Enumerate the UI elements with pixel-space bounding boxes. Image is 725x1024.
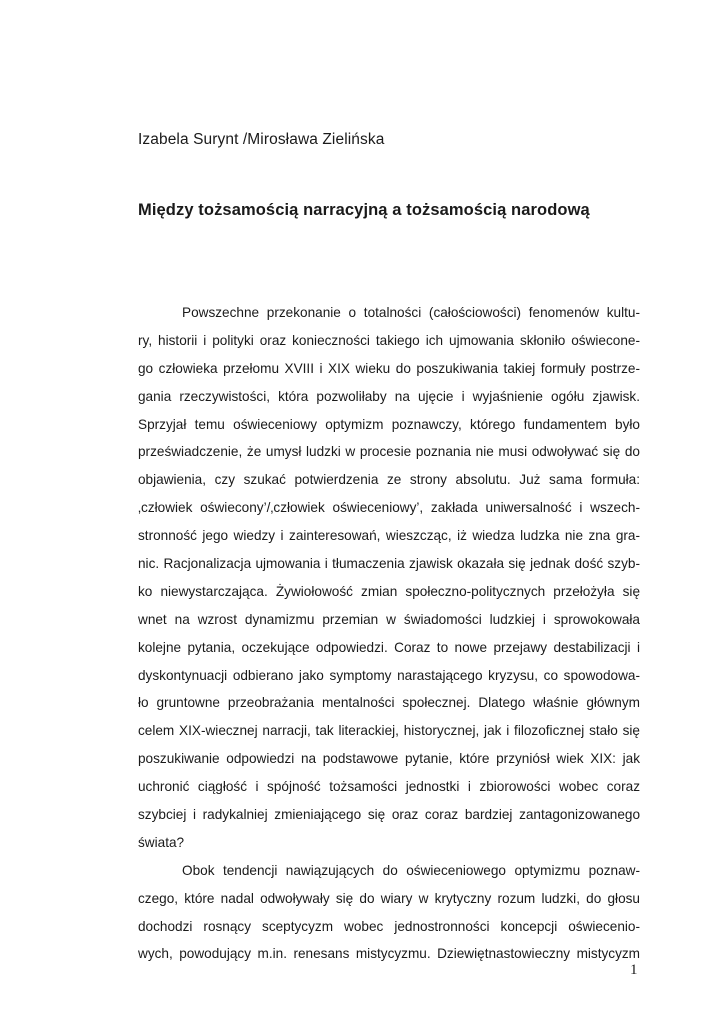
- text-line: uchronić ciągłość i spójność tożsamości jednostki i zbiorowości wobec coraz: [138, 779, 640, 795]
- text-line: gania rzeczywistości, która pozwoliłaby na ujęcie i wyjaśnienie ogółu zjawisk.: [138, 388, 640, 404]
- page-number: 1: [630, 962, 638, 978]
- document-title: Między tożsamością narracyjną a tożsamością narodową: [138, 201, 590, 219]
- paragraph-1: [138, 299, 640, 857]
- text-line: szybciej i radykalniej zmieniającego się oraz coraz bardziej zantagonizowanego: [138, 807, 640, 823]
- text-line: ‚człowiek oświecony’/‚człowiek oświeceniowy’, zakłada uniwersalność i wszech-: [138, 500, 640, 516]
- text-line: Sprzyjał temu oświeceniowy optymizm poznawczy, którego fundamentem było: [138, 416, 640, 432]
- text-line: dyskontynuacji odbierano jako symptomy narastającego kryzysu, co spowodowa-: [138, 667, 640, 683]
- text-line: poszukiwanie odpowiedzi na podstawowe pytanie, które przyniósł wiek XIX: jak: [138, 751, 640, 767]
- text-line: przeświadczenie, że umysł ludzki w procesie poznania nie musi odwoływać się do: [138, 444, 640, 460]
- paragraph-2: [138, 857, 640, 969]
- text-line: Powszechne przekonanie o totalności (całościowości) fenomenów kultu-: [182, 305, 640, 320]
- text-line: objawienia, czy szukać potwierdzenia ze strony absolutu. Już sama formuła:: [138, 472, 640, 488]
- text-line: wych, powodujący m.in. renesans mistycyzmu. Dziewiętnastowieczny mistycyzm: [138, 946, 640, 962]
- text-line: kolejne pytania, oczekujące odpowiedzi. Coraz to nowe przejawy destabilizacji i: [138, 639, 640, 655]
- text-line: ko niewystarczająca. Żywiołowość zmian społeczno-politycznych przełożyła się: [138, 583, 640, 599]
- text-line: stronność jego wiedzy i zainteresowań, wieszcząc, iż wiedza ludzka nie zna gra-: [138, 528, 640, 544]
- text-line: celem XIX-wiecznej narracji, tak literackiej, historycznej, jak i filozoficznej stało się: [138, 723, 640, 739]
- text-line: nic. Racjonalizacja ujmowania i tłumaczenia zjawisk okazała się jednak dość szyb-: [138, 556, 640, 572]
- text-line: ło gruntowne przeobrażania mentalności społecznej. Dlatego właśnie głównym: [138, 695, 640, 711]
- text-line: dochodzi rosnący sceptycyzm wobec jednostronności koncepcji oświecenio-: [138, 918, 640, 934]
- body-text: [138, 299, 640, 968]
- text-line: Obok tendencji nawiązujących do oświeceniowego optymizmu poznaw-: [182, 862, 640, 878]
- text-line: ry, historii i polityki oraz konieczności takiego ich ujmowania skłoniło oświecone-: [138, 332, 640, 348]
- text-line: czego, które nadal odwoływały się do wiary w krytyczny rozum ludzki, do głosu: [138, 890, 640, 906]
- authors: Izabela Surynt /Mirosława Zielińska: [138, 131, 385, 148]
- text-line: wnet na wzrost dynamizmu przemian w świadomości ludzkiej i sprowokowała: [138, 611, 640, 627]
- text-line: go człowieka przełomu XVIII i XIX wieku do poszukiwania takiej formuły postrze-: [138, 360, 640, 376]
- text-line: świata?: [138, 834, 185, 850]
